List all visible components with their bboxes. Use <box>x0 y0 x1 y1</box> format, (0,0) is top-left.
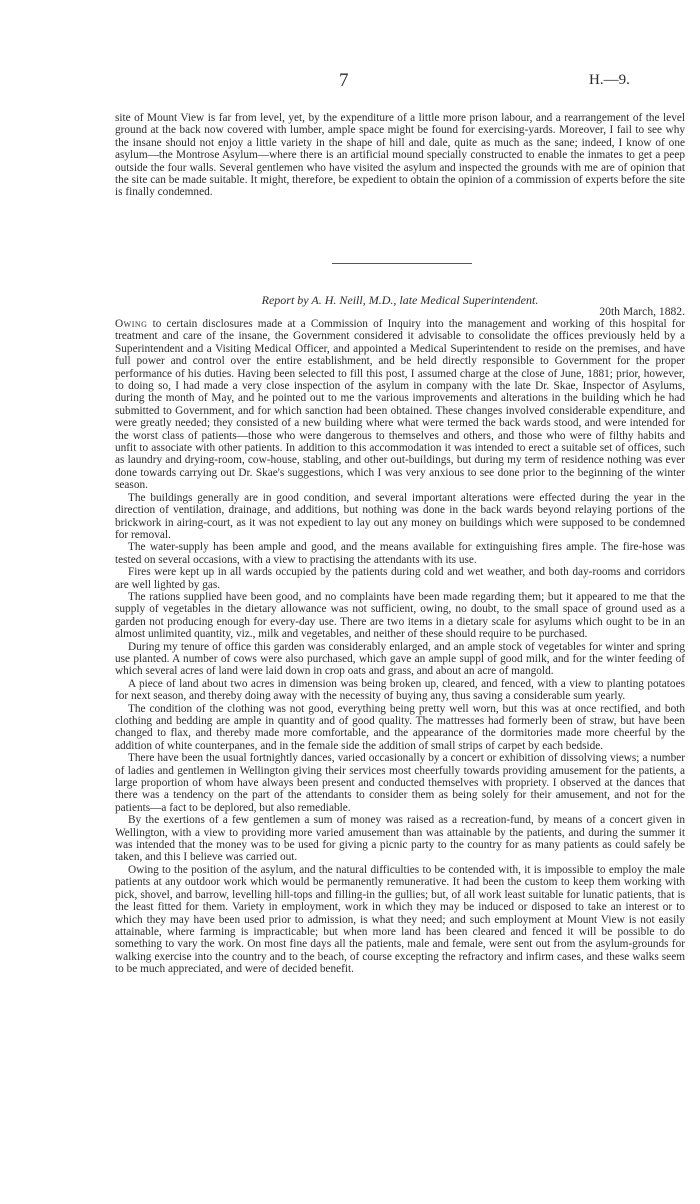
opening-paragraph-block <box>115 112 685 199</box>
document-reference: H.—9. <box>589 72 630 88</box>
report-paragraph-3: The water-supply has been ample and good, and the means available for extinguishing fires ample. The fire-hose was tested on several occasions, with a view to practising the attendants with its use. <box>115 541 685 566</box>
section-divider <box>332 263 472 264</box>
report-body <box>115 318 685 976</box>
report-paragraph-1 <box>115 318 685 492</box>
report-paragraph-8: The condition of the clothing was not good, everything being pretty well worn, but this was at once rectified, and both clothing and bedding are ample in quantity and of good quality. The mattresses had formerly been of straw, but have been changed to flax, and thereby made more comfortable, and the appearance of the dormitories made more cheerful by the addition of white counterpanes, and in the female side the addition of small strips of carpet by each bedside. <box>115 702 685 752</box>
report-paragraph-10: By the exertions of a few gentlemen a sum of money was raised as a recreation-fund, by means of a concert given in Wellington, with a view to providing more varied amusement than was attainable by the patients, and during the summer it was intended that the money was to be used for giving a picnic party to the country for as many patients as could safely be taken, and this I believe was carried out. <box>115 814 685 864</box>
opening-paragraph: site of Mount View is far from level, yet, by the expenditure of a little more prison labour, and a rearrangement of the level ground at the back now covered with lumber, ample space might be found for exercising-yards. Moreover, I fail to see why the insane should not enjoy a little variety in the shape of hill and dale, quite as much as the sane; indeed, I know of one asylum—the Montrose Asylum—where there is an artificial mound specially constructed to enable the inmates to get a peep outside the four walls. Several gentlemen who have visited the asylum and inspected the grounds with me are of opinion that the site can be made suitable. It might, therefore, be expedient to obtain the opinion of a commission of experts before the site is finally condemned. <box>115 112 685 199</box>
report-paragraph-9: There have been the usual fortnightly dances, varied occasionally by a concert or exhibition of dissolving views; a number of ladies and gentlemen in Wellington giving their services most cheerfully towards providing amusement for the patients, a large proportion of whom have always been present and conducted themselves with propriety. I observed at the dances that there was a tendency on the part of the attendants to consider them as being solely for their amusement, and not for the patients—a fact to be deplored, but also remediable. <box>115 752 685 814</box>
report-paragraph-5: The rations supplied have been good, and no complaints have been made regarding them; but it appeared to me that the supply of vegetables in the dietary allowance was not sufficient, owing, no doubt, to the small space of ground used as a garden not producing enough for every-day use. There are two items in a dietary scale for asylums which ought to be in an almost unlimited quantity, viz., milk and vegetables, and neither of these should require to be purchased. <box>115 590 685 641</box>
report-paragraph-2: The buildings generally are in good condition, and several important alterations were effected during the year in the direction of ventilation, drainage, and additions, but nothing was done in the back wards beyond relaying portions of the brickwork in airing-court, as it was not expedient to lay out any money on buildings which were supposed to be condemned for removal. <box>115 491 685 541</box>
report-heading: Report by A. H. Neill, M.D., late Medical Superintendent. <box>261 293 539 307</box>
report-paragraph-4: Fires were kept up in all wards occupied by the patients during cold and wet weather, and both day-rooms and corridors are well lighted by gas. <box>115 566 685 591</box>
report-paragraph-6: During my tenure of office this garden was considerably enlarged, and an ample stock of vegetables for winter and spring use planted. A number of cows were also purchased, which gave an ample suppl of good milk, and for the winter feeding of which several acres of land were laid down in crop oats and grass, and about an acre of mangold. <box>115 640 685 678</box>
page-number: 7 <box>339 70 349 91</box>
report-paragraph-1-text: to certain disclosures made at a Commission of Inquiry into the management and working of this hospital for treatment and care of the insane, the Government considered it advisable to consolidate the offices previously held by a Superintendent and a Visiting Medical Officer, and appointed a Medical Superintendent to reside on the premises, and have full power and control over the entire establishment, and be held directly responsible to Government for the proper performance of his duties. Having been selected to fill this post, I assumed charge at the close of June, 1881; prior, however, to doing so, I had made a very close inspection of the asylum in company with the late Dr. Skae, Inspector of Asylums, during the month of May, and he pointed out to me the various improvements and alterations in the building which he had submitted to Government, and for which sanction had been obtained. These changes involved considerable expenditure, and were greatly needed; they consisted of a new building where what were termed the back wards stood, and were intended for the worst class of patients—those who were dangerous to themselves and others, and those who were of filthy habits and unfit to associate with other patients. In addition to this accommodation it was intended to erect a suitable set of offices, such as laundry and drying-room, cow-house, stabling, and other out-buildings, but during my term of residence nothing was ever done towards carrying out Dr. Skae's suggestions, which I was very anxious to see done prior to the beginning of the winter season. <box>115 318 685 492</box>
drop-word: Owing <box>115 318 148 330</box>
report-paragraph-7: A piece of land about two acres in dimension was being broken up, cleared, and fenced, with a view to planting potatoes for next season, and thereby doing away with the necessity of buying any, thus saving a considerable sum yearly. <box>115 677 685 703</box>
report-date: 20th March, 1882. <box>599 305 685 318</box>
report-paragraph-11: Owing to the position of the asylum, and the natural difficulties to be contended with, it is impossible to employ the male patients at any outdoor work which would be permanently remunerative. It had been the custom to keep them working with pick, shovel, and barrow, levelling hill-tops and filling-in the gullies; but, of all work least suitable for lunatic patients, that is the least fitted for them. Variety in employment, work in which they may be induced or disposed to take an interest or to which they may have been used prior to admission, is what they need; and such employment at Mount View is not easily attainable, where farming is impracticable; but when more land has been cleared and fenced it will be possible to do something to vary the work. On most fine days all the patients, male and female, were sent out from the asylum-grounds for walking exercise into the country and to the beach, of course excepting the refractory and infirm cases, and these walks seem to be much appreciated, and were of decided benefit. <box>115 863 685 976</box>
